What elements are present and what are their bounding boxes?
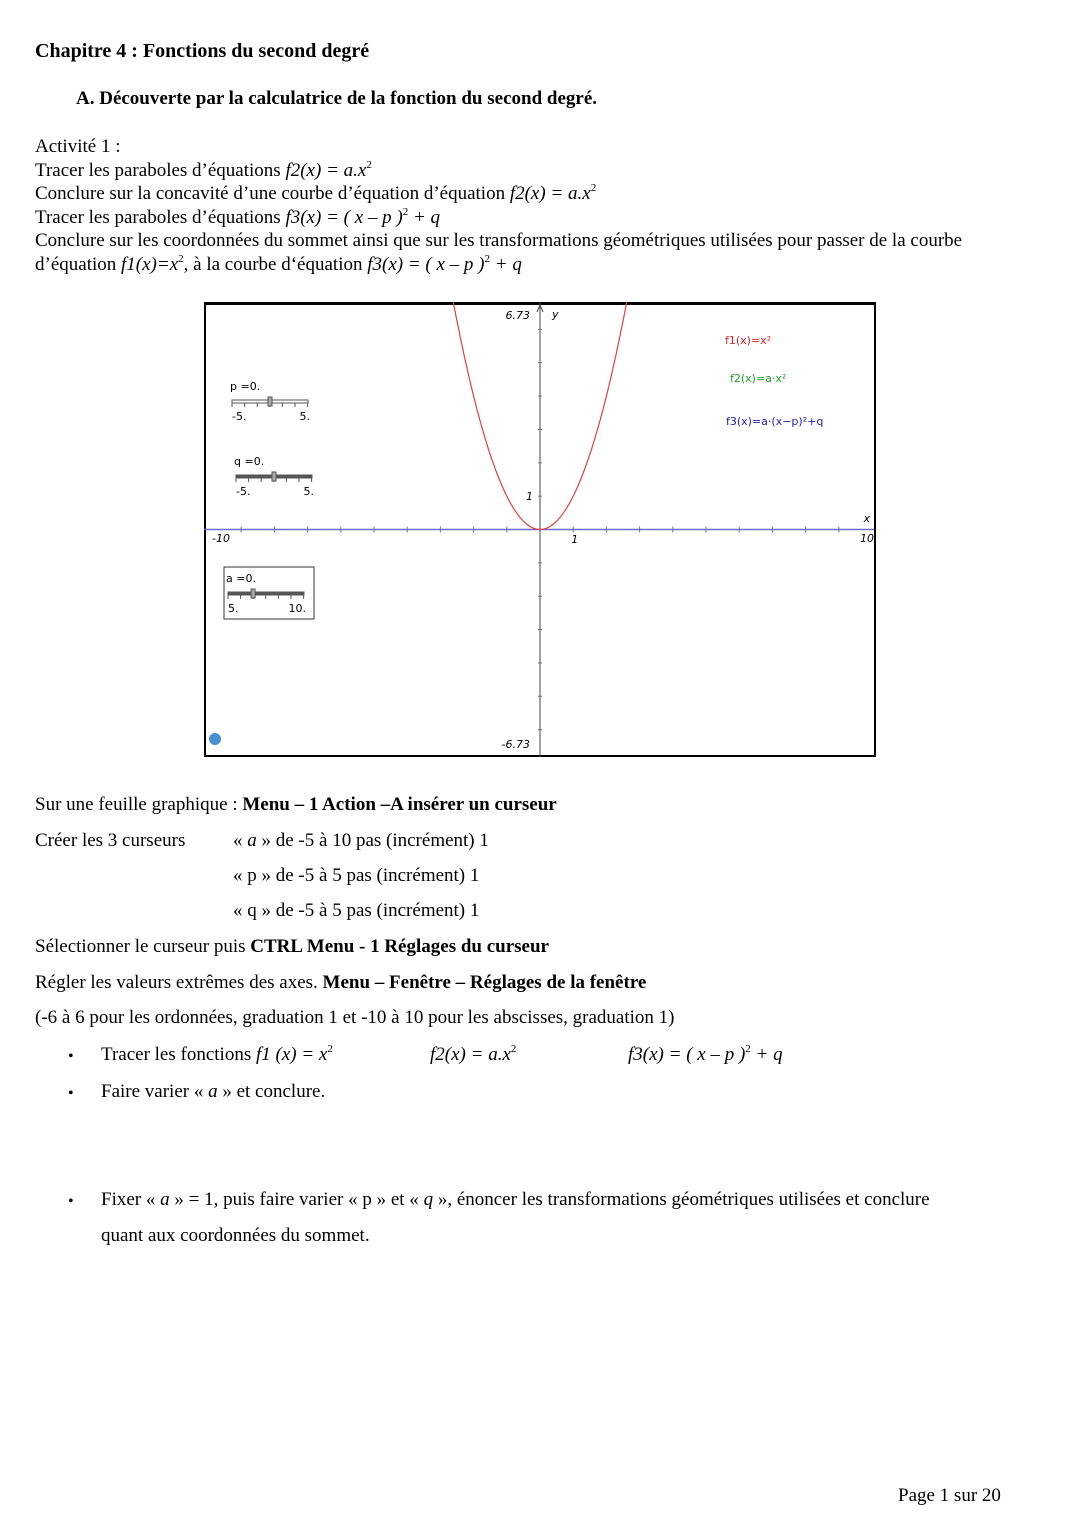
slider-max: 5. xyxy=(299,410,310,423)
text-segment: « p » de -5 à 5 pas (incrément) 1 xyxy=(233,865,480,886)
text-line xyxy=(35,207,440,229)
text-segment: 2 xyxy=(484,253,491,265)
text-segment: + q xyxy=(490,254,522,275)
text-segment: » et conclure. xyxy=(217,1081,326,1102)
axis-label: 10 xyxy=(860,532,874,545)
axis-label: 6.73 xyxy=(505,309,530,322)
text-segment: f1(x)=x xyxy=(121,254,179,275)
text-line xyxy=(35,254,522,276)
text-segment: Créer les 3 curseurs xyxy=(35,830,186,851)
text-line xyxy=(101,1225,370,1247)
slider-handle xyxy=(272,472,276,481)
text-line xyxy=(430,1044,516,1066)
text-segment: » de -5 à 10 pas (incrément) 1 xyxy=(256,830,489,851)
slider-label: p =0. xyxy=(230,380,261,393)
text-line xyxy=(35,230,962,252)
text-line xyxy=(35,136,120,158)
text-segment: Menu – Fenêtre – Réglages de la fenêtre xyxy=(322,972,647,993)
text-segment: Tracer les fonctions xyxy=(101,1044,256,1065)
text-segment: 2 xyxy=(178,253,184,265)
text-line xyxy=(233,900,479,922)
text-segment: f2(x) = a.x xyxy=(430,1044,511,1065)
text-line xyxy=(35,1007,675,1029)
text-segment: f1 (x) = x xyxy=(255,1044,328,1065)
page-number: Page 1 sur 20 xyxy=(898,1485,1001,1506)
calculator-graph xyxy=(204,302,876,757)
slider-handle xyxy=(251,589,255,598)
axis-label: y xyxy=(552,308,559,321)
text-segment: Sur une feuille graphique : xyxy=(35,794,243,815)
text-segment: , à la courbe d‘équation xyxy=(183,254,368,275)
text-segment: Activité 1 : xyxy=(35,136,121,157)
text-segment: Tracer les paraboles d’équations xyxy=(35,207,286,228)
axis-label: 1 xyxy=(571,533,579,546)
text-line xyxy=(101,1081,325,1103)
text-segment: a xyxy=(208,1081,218,1102)
text-segment: Sélectionner le curseur puis xyxy=(35,936,251,957)
bullet: • xyxy=(68,1048,74,1065)
text-segment: « xyxy=(233,830,248,851)
text-segment: 2 xyxy=(402,206,409,218)
bullet: • xyxy=(68,1193,74,1210)
text-line xyxy=(35,183,596,205)
text-segment: Fixer « xyxy=(101,1189,161,1210)
slider-handle xyxy=(268,397,272,406)
slider-label: a =0. xyxy=(226,572,256,585)
slider-min: -5. xyxy=(236,485,251,498)
text-segment: CTRL Menu - 1 Réglages du curseur xyxy=(250,936,549,957)
text-segment: f3(x) = ( x – p ) xyxy=(367,254,485,275)
axis-label: -6.73 xyxy=(501,738,530,751)
axis-label: -10 xyxy=(212,532,230,545)
text-line xyxy=(35,972,646,994)
text-segment: Tracer les paraboles d’équations xyxy=(35,160,286,181)
text-segment: 2 xyxy=(590,182,597,194)
text-segment: f3(x) = ( x – p ) xyxy=(285,207,403,228)
text-line xyxy=(101,1044,333,1066)
slider-label: q =0. xyxy=(234,455,265,468)
text-line xyxy=(35,830,185,852)
text-segment: f3(x) = ( x – p ) xyxy=(628,1044,746,1065)
chapter-title: Chapitre 4 : Fonctions du second degré xyxy=(35,40,370,62)
text-segment: a xyxy=(160,1189,170,1210)
axis-label: x xyxy=(863,512,870,525)
text-segment: Menu – 1 Action –A insérer un curseur xyxy=(242,794,557,815)
text-segment: (-6 à 6 pour les ordonnées, graduation 1 et -10 à 10 pour les abscisses, graduation 1) xyxy=(35,1007,675,1028)
text-line xyxy=(233,830,489,852)
text-segment: Régler les valeurs extrêmes des axes. xyxy=(35,972,323,993)
text-segment: quant aux coordonnées du sommet. xyxy=(101,1225,370,1246)
text-segment: f2(x) = a.x xyxy=(509,183,591,204)
expand-icon xyxy=(209,733,221,745)
text-segment: + q xyxy=(750,1044,783,1065)
text-segment: « q » de -5 à 5 pas (incrément) 1 xyxy=(233,900,480,921)
bullet: • xyxy=(68,1085,74,1102)
text-segment: 2 xyxy=(327,1043,333,1055)
text-segment: », énoncer les transformations géométriques utilisées et conclure xyxy=(433,1189,930,1210)
slider-min: 5. xyxy=(228,602,239,615)
text-line xyxy=(35,160,372,182)
axis-label: 1 xyxy=(526,490,533,503)
function-label-f1: f1(x)=x² xyxy=(725,334,772,347)
section-a-heading: A. Découverte par la calculatrice de la fonction du second degré. xyxy=(76,88,598,109)
text-segment: » = 1, puis faire varier « p » et « xyxy=(169,1189,424,1210)
text-segment: Faire varier « xyxy=(101,1081,209,1102)
text-segment: 2 xyxy=(510,1043,517,1055)
text-segment: + q xyxy=(408,207,441,228)
text-line xyxy=(35,794,557,816)
text-segment: Conclure sur les coordonnées du sommet ainsi que sur les transformations géométriques utilisées pour passer de la courbe xyxy=(35,230,963,251)
text-segment: d’équation xyxy=(35,254,122,275)
slider-max: 5. xyxy=(303,485,314,498)
slider-max: 10. xyxy=(288,602,306,615)
text-segment: a xyxy=(247,830,257,851)
text-line xyxy=(628,1044,783,1066)
function-label-f2: f2(x)=a·x² xyxy=(730,372,787,385)
text-line xyxy=(233,865,479,887)
text-segment: 2 xyxy=(366,159,372,171)
text-segment: 2 xyxy=(745,1043,751,1055)
text-segment: q xyxy=(423,1189,434,1210)
slider-track xyxy=(228,592,304,595)
text-line xyxy=(101,1189,930,1211)
slider-min: -5. xyxy=(232,410,247,423)
text-line xyxy=(35,936,549,958)
text-segment: f2(x) = a.x xyxy=(285,160,367,181)
function-label-f3: f3(x)=a·(x−p)²+q xyxy=(726,415,824,428)
text-segment: Conclure sur la concavité d’une courbe d’équation d’équation xyxy=(35,183,510,204)
